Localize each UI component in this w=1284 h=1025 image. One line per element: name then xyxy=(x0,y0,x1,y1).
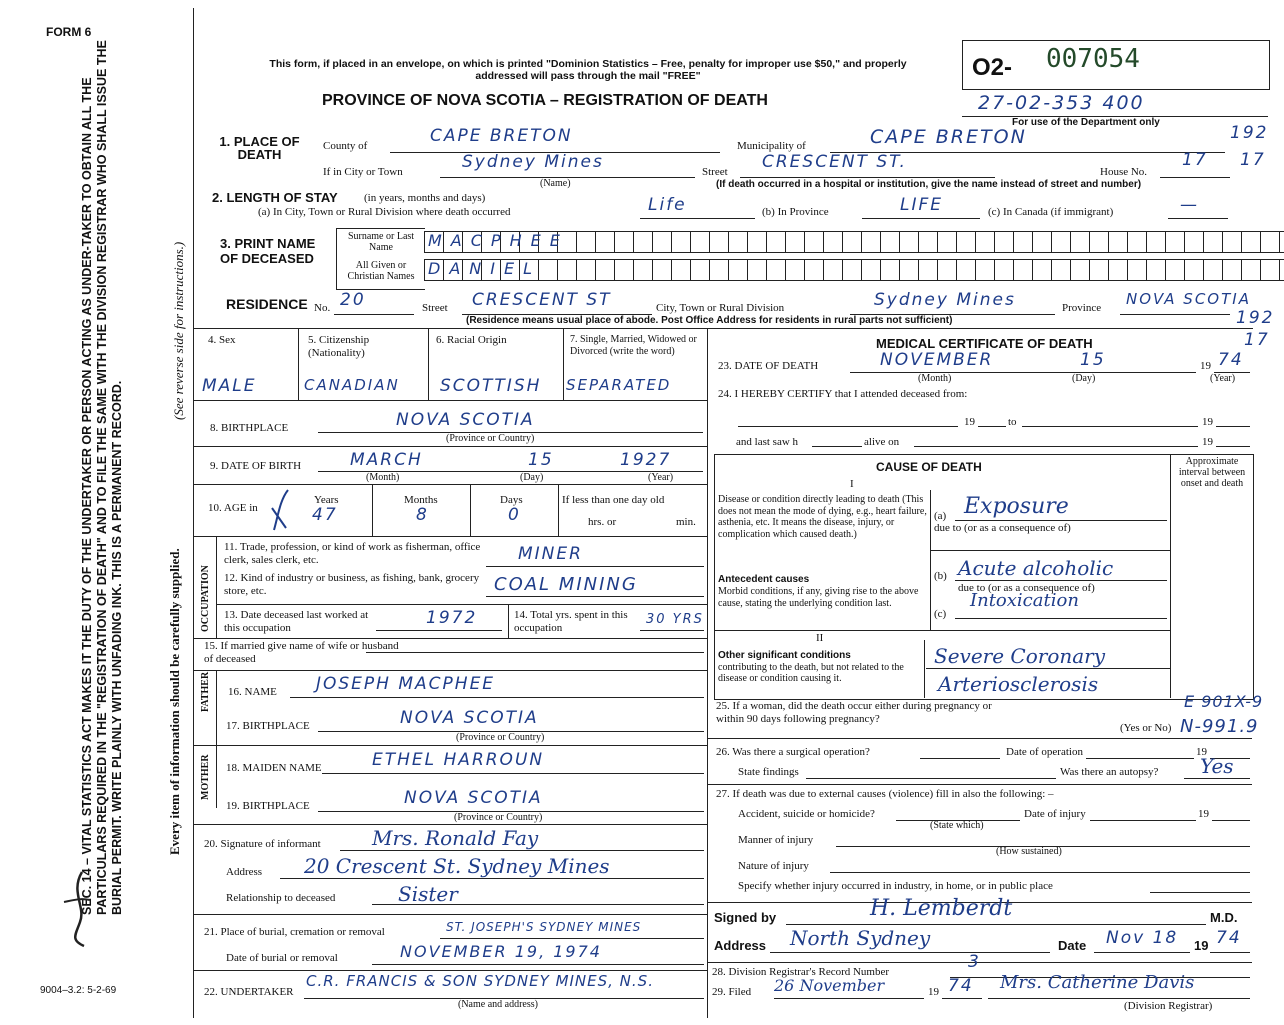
last-saw-label: and last saw h xyxy=(736,436,799,448)
cause-b-value: Acute alcoholic xyxy=(958,556,1114,580)
signed-by-label: Signed by xyxy=(714,910,777,925)
mother-bp-label: 19. BIRTHPLACE xyxy=(226,800,310,812)
city-label: If in City or Town xyxy=(323,166,403,178)
county-label: County of xyxy=(323,140,368,152)
less-label: If less than one day old xyxy=(562,494,665,506)
nature-label: Nature of injury xyxy=(738,860,809,872)
dod-month-caption: (Month) xyxy=(918,373,952,384)
filed-value: 26 November xyxy=(774,976,885,995)
citizenship-label: 5. Citizenship (Nationality) xyxy=(308,334,370,359)
res-province-label: Province xyxy=(1062,302,1102,314)
stay-a-value: Life xyxy=(648,195,687,215)
specify-label: Specify whether injury occurred in industry, in home, or in public place xyxy=(738,880,1053,892)
total-years-value: 30 YRS xyxy=(646,612,704,627)
given-cells xyxy=(424,259,1284,281)
undertaker-label: 22. UNDERTAKER xyxy=(204,986,294,998)
total-years-label: 14. Total yrs. spent in this occupation xyxy=(514,609,628,634)
age-years: 47 xyxy=(312,505,338,525)
cause-c-tag: (c) xyxy=(934,608,947,620)
dod-day-caption: (Day) xyxy=(1072,373,1096,384)
other-cond-1: Severe Coronary xyxy=(934,644,1106,668)
surname-value: MACPHEE xyxy=(428,231,569,250)
min-label: min. xyxy=(676,516,696,528)
years-label: Years xyxy=(314,494,339,506)
physician-signature: H. Lemberdt xyxy=(870,896,1013,921)
municipality-label: Municipality of xyxy=(737,140,806,152)
hospital-note: (If death occurred in a hospital or institution, give the name instead of street and number) xyxy=(716,179,1142,190)
external-label: 27. If death was due to external causes (violence) fill in also the following: – xyxy=(716,788,1054,800)
to-label: to xyxy=(1008,416,1017,428)
last-worked-label: 13. Date deceased last worked at this occupation xyxy=(224,609,369,634)
house-value: 17 xyxy=(1182,150,1208,170)
physician-century: 19 xyxy=(1194,938,1209,953)
cause-title: CAUSE OF DEATH xyxy=(876,460,982,474)
margin-code-4: 17 xyxy=(1244,330,1270,350)
stay-b-label: (b) In Province xyxy=(762,206,829,218)
father-bp-label: 17. BIRTHPLACE xyxy=(226,720,310,732)
state-which-caption: (State which) xyxy=(930,820,984,831)
other-conditions-note: contributing to the death, but not related to the disease or condition causing it. xyxy=(718,662,904,684)
dob-day: 15 xyxy=(528,450,554,470)
months-label: Months xyxy=(404,494,438,506)
record-number-value: 3 xyxy=(968,952,981,972)
prov-caption-17: (Province or Country) xyxy=(456,732,545,743)
street-value: CRESCENT ST. xyxy=(762,152,907,172)
code-e: E 901X-9 xyxy=(1184,692,1264,711)
age-days: 0 xyxy=(508,505,521,525)
physician-year: 74 xyxy=(1216,928,1242,948)
roman-one: I xyxy=(850,478,854,490)
every-item-note: Every item of information should be carefully supplied. xyxy=(167,548,182,855)
filed-label: 29. Filed xyxy=(712,986,752,998)
due-label-b: due to (or as a consequence of) xyxy=(958,582,1095,594)
form-title: PROVINCE OF NOVA SCOTIA – REGISTRATION OF DEATH xyxy=(322,92,768,109)
margin-code-3: 192 xyxy=(1236,308,1275,328)
industry-label: 12. Kind of industry or business, as fishing, bank, grocery store, etc. xyxy=(224,572,480,597)
reg-prefix: O2- xyxy=(972,54,1013,81)
dept-number: 27-02-353 400 xyxy=(978,92,1145,114)
dod-year-caption: (Year) xyxy=(1210,373,1236,384)
injury-date-label: Date of injury xyxy=(1024,808,1086,820)
relation-label: Relationship to deceased xyxy=(226,892,336,904)
from-century: 19 xyxy=(964,416,975,428)
physician-address-label: Address xyxy=(714,938,767,953)
res-no-value: 20 xyxy=(340,290,366,310)
given-value: DANIEL xyxy=(428,259,541,278)
res-street-value: CRESCENT ST xyxy=(472,290,612,310)
code-n: N-991.9 xyxy=(1180,716,1259,737)
dob-month: MARCH xyxy=(350,450,423,470)
to-century: 19 xyxy=(1202,416,1213,428)
dod-label: 23. DATE OF DEATH xyxy=(718,360,819,372)
filed-century: 19 xyxy=(928,986,939,998)
father-name-value: JOSEPH MACPHEE xyxy=(316,674,496,694)
alive-label: alive on xyxy=(864,436,900,448)
year-caption: (Year) xyxy=(648,472,674,483)
burial-date-value: NOVEMBER 19, 1974 xyxy=(400,942,602,961)
column-divider xyxy=(707,328,708,1018)
age-months: 8 xyxy=(416,505,429,525)
op-date-label: Date of operation xyxy=(1006,746,1083,758)
op-century: 19 xyxy=(1196,746,1207,758)
mother-name-value: ETHEL HARROUN xyxy=(372,750,545,770)
residence-label: RESIDENCE xyxy=(226,296,308,312)
hrs-label: hrs. or xyxy=(588,516,617,528)
street-label: Street xyxy=(702,166,728,178)
margin-mark-icon xyxy=(50,862,110,962)
dob-year: 1927 xyxy=(620,450,672,470)
birthplace-value: NOVA SCOTIA xyxy=(396,410,535,430)
dod-year: 74 xyxy=(1218,350,1244,370)
trade-label: 11. Trade, profession, or kind of work as fisherman, office clerk, sales clerk, etc. xyxy=(224,541,481,566)
prov-caption-19: (Province or Country) xyxy=(454,812,543,823)
stay-note: (in years, months and days) xyxy=(364,192,486,204)
margin-divider xyxy=(193,8,194,1018)
record-number-label: 28. Division Registrar's Record Number xyxy=(712,966,890,978)
last-worked-value: 1972 xyxy=(426,608,478,628)
cause-c-value: Intoxication xyxy=(970,590,1079,611)
res-province-value: NOVA SCOTIA xyxy=(1126,290,1251,308)
certify-label: 24. I HEREBY CERTIFY that I attended deceased from: xyxy=(718,388,968,400)
burial-place-label: 21. Place of burial, cremation or removal xyxy=(204,926,385,938)
autopsy-value: Yes xyxy=(1200,754,1234,778)
dept-label: For use of the Department only xyxy=(1012,117,1160,128)
due-label-a: due to (or as a consequence of) xyxy=(934,522,1071,534)
stay-c-label: (c) In Canada (if immigrant) xyxy=(988,206,1114,218)
pregnancy-label: 25. If a woman, did the death occur either during pregnancy or within 90 days following pregnancy? xyxy=(716,700,992,725)
interval-label: Approximate interval between onset and death xyxy=(1178,456,1246,489)
father-bp-value: NOVA SCOTIA xyxy=(400,708,539,728)
res-city-value: Sydney Mines xyxy=(874,290,1016,310)
other-conditions-label: Other significant conditions xyxy=(718,650,851,661)
racial-value: SCOTTISH xyxy=(440,376,542,396)
place-label: 1. PLACE OF DEATH xyxy=(219,134,300,162)
age-label: 10. AGE in xyxy=(208,502,258,514)
how-caption: (How sustained) xyxy=(996,846,1062,857)
occupation-side-label: OCCUPATION xyxy=(200,565,211,632)
stay-c-value: — xyxy=(1180,195,1199,215)
cause-b-tag: (b) xyxy=(934,570,947,582)
informant-sig-value: Mrs. Ronald Fay xyxy=(372,826,539,850)
marital-label: 7. Single, Married, Widowed or Divorced (write the word) xyxy=(570,334,697,357)
res-city-label: City, Town or Rural Division xyxy=(656,302,785,314)
roman-two: II xyxy=(816,632,824,644)
res-no-label: No. xyxy=(314,302,331,314)
trade-value: MINER xyxy=(518,544,583,564)
stay-label: 2. LENGTH OF STAY xyxy=(212,190,338,205)
margin-code-1: 192 xyxy=(1230,123,1269,143)
city-value: Sydney Mines xyxy=(462,152,604,172)
physician-date-value: Nov 18 xyxy=(1106,928,1179,948)
burial-place-value: ST. JOSEPH'S SYDNEY MINES xyxy=(446,920,642,934)
county-value: CAPE BRETON xyxy=(430,126,573,146)
print-code: 9004–3.2: 5-2-69 xyxy=(40,985,117,996)
injury-century: 19 xyxy=(1198,808,1209,820)
filed-year: 74 xyxy=(948,976,974,996)
direct-cause-label: Disease or condition directly leading to death (This does not mean the mode of dying, e.g., heart failure, asthenia, etc. It means the disease, injury, or complication which caused death.) xyxy=(718,494,927,540)
reverse-note: (See reverse side for instructions.) xyxy=(171,241,186,420)
accident-label: Accident, suicide or homicide? xyxy=(738,808,875,820)
citizenship-value: CANADIAN xyxy=(304,376,400,394)
dod-month: NOVEMBER xyxy=(880,350,994,370)
antecedent-note: Morbid conditions, if any, giving rise to the above cause, stating the underlying condition last. xyxy=(718,586,919,609)
alive-century: 19 xyxy=(1202,436,1213,448)
month-caption: (Month) xyxy=(366,472,400,483)
registrar-caption: (Division Registrar) xyxy=(1124,1000,1213,1012)
racial-label: 6. Racial Origin xyxy=(436,334,507,346)
prov-caption-8: (Province or Country) xyxy=(446,433,535,444)
informant-sig-label: 20. Signature of informant xyxy=(204,838,321,850)
yes-no-caption: (Yes or No) xyxy=(1120,722,1172,734)
birthplace-label: 8. BIRTHPLACE xyxy=(210,422,289,434)
wife-label: 15. If married give name of wife or husband of deceased xyxy=(204,640,399,665)
father-side-label: FATHER xyxy=(200,671,211,712)
relation-value: Sister xyxy=(398,882,458,906)
md-label: M.D. xyxy=(1210,910,1238,925)
antecedent-label: Antecedent causes xyxy=(718,574,810,585)
house-label: House No. xyxy=(1100,166,1148,178)
undertaker-caption: (Name and address) xyxy=(458,999,538,1010)
form-number: FORM 6 xyxy=(46,25,92,39)
municipality-value: CAPE BRETON xyxy=(870,126,1027,148)
given-label: All Given or Christian Names xyxy=(347,260,415,282)
industry-value: COAL MINING xyxy=(494,574,638,595)
dod-day: 15 xyxy=(1080,350,1106,370)
mail-notice: This form, if placed in an envelope, on which is printed "Dominion Statistics – Free, penalty for improper use $50," and properly addressed will pass through the mail "FREE" xyxy=(269,58,907,82)
surgical-label: 26. Was there a surgical operation? xyxy=(716,746,870,758)
sex-label: 4. Sex xyxy=(208,334,236,346)
name-label: 3. PRINT NAME OF DECEASED xyxy=(220,236,316,266)
physician-address-value: North Sydney xyxy=(790,926,931,950)
cause-a-tag: (a) xyxy=(934,510,947,522)
days-label: Days xyxy=(500,494,523,506)
sec14-note: SEC. 14 – VITAL STATISTICS ACT MAKES IT THE DUTY OF THE UNDERTAKER OR PERSON ACTING AS UNDER-TAKER TO OBTAIN ALL THE PARTICULARS REQUIRED IN THE "REGISTRATION OF DEATH" AND TO FILE THE SAME WITH THE DIVISION REGISTRAR WHO SHALL ISSUE THE BURIAL PERMIT. WRITE PLAINLY WITH UNFADING INK. THIS IS A PERMANENT RECORD. xyxy=(80,40,124,915)
informant-address-label: Address xyxy=(226,866,263,878)
father-name-label: 16. NAME xyxy=(228,686,277,698)
manner-label: Manner of injury xyxy=(738,834,814,846)
dod-century: 19 xyxy=(1200,360,1211,372)
day-caption: (Day) xyxy=(520,472,544,483)
stay-b-value: LIFE xyxy=(900,195,944,215)
age-bracket-mark-icon xyxy=(264,486,304,539)
other-cond-2: Arteriosclerosis xyxy=(938,672,1099,696)
marital-value: SEPARATED xyxy=(566,376,672,394)
name-caption: (Name) xyxy=(540,178,571,189)
state-findings-label: State findings xyxy=(738,766,799,778)
dob-label: 9. DATE OF BIRTH xyxy=(210,460,302,472)
registrar-signature: Mrs. Catherine Davis xyxy=(1000,972,1195,993)
cause-a-value: Exposure xyxy=(964,494,1069,519)
surname-label: Surname or Last Name xyxy=(347,231,415,253)
mother-bp-value: NOVA SCOTIA xyxy=(404,788,543,808)
sex-value: MALE xyxy=(202,376,257,396)
physician-date-label: Date xyxy=(1058,938,1087,953)
medical-title: MEDICAL CERTIFICATE OF DEATH xyxy=(876,336,1093,351)
reg-number: 007054 xyxy=(1046,44,1140,74)
res-street-label: Street xyxy=(422,302,448,314)
mother-side-label: MOTHER xyxy=(200,754,211,800)
undertaker-value: C.R. FRANCIS & SON SYDNEY MINES, N.S. xyxy=(306,972,654,990)
informant-address-value: 20 Crescent St. Sydney Mines xyxy=(304,854,610,878)
mother-name-label: 18. MAIDEN NAME xyxy=(226,762,322,774)
autopsy-label: Was there an autopsy? xyxy=(1060,766,1159,778)
burial-date-label: Date of burial or removal xyxy=(226,952,338,964)
residence-note: (Residence means usual place of abode. Post Office Address for residents in rural parts not sufficient) xyxy=(466,315,953,326)
stay-a-label: (a) In City, Town or Rural Division where death occurred xyxy=(258,206,511,218)
margin-code-2: 17 xyxy=(1240,150,1266,170)
